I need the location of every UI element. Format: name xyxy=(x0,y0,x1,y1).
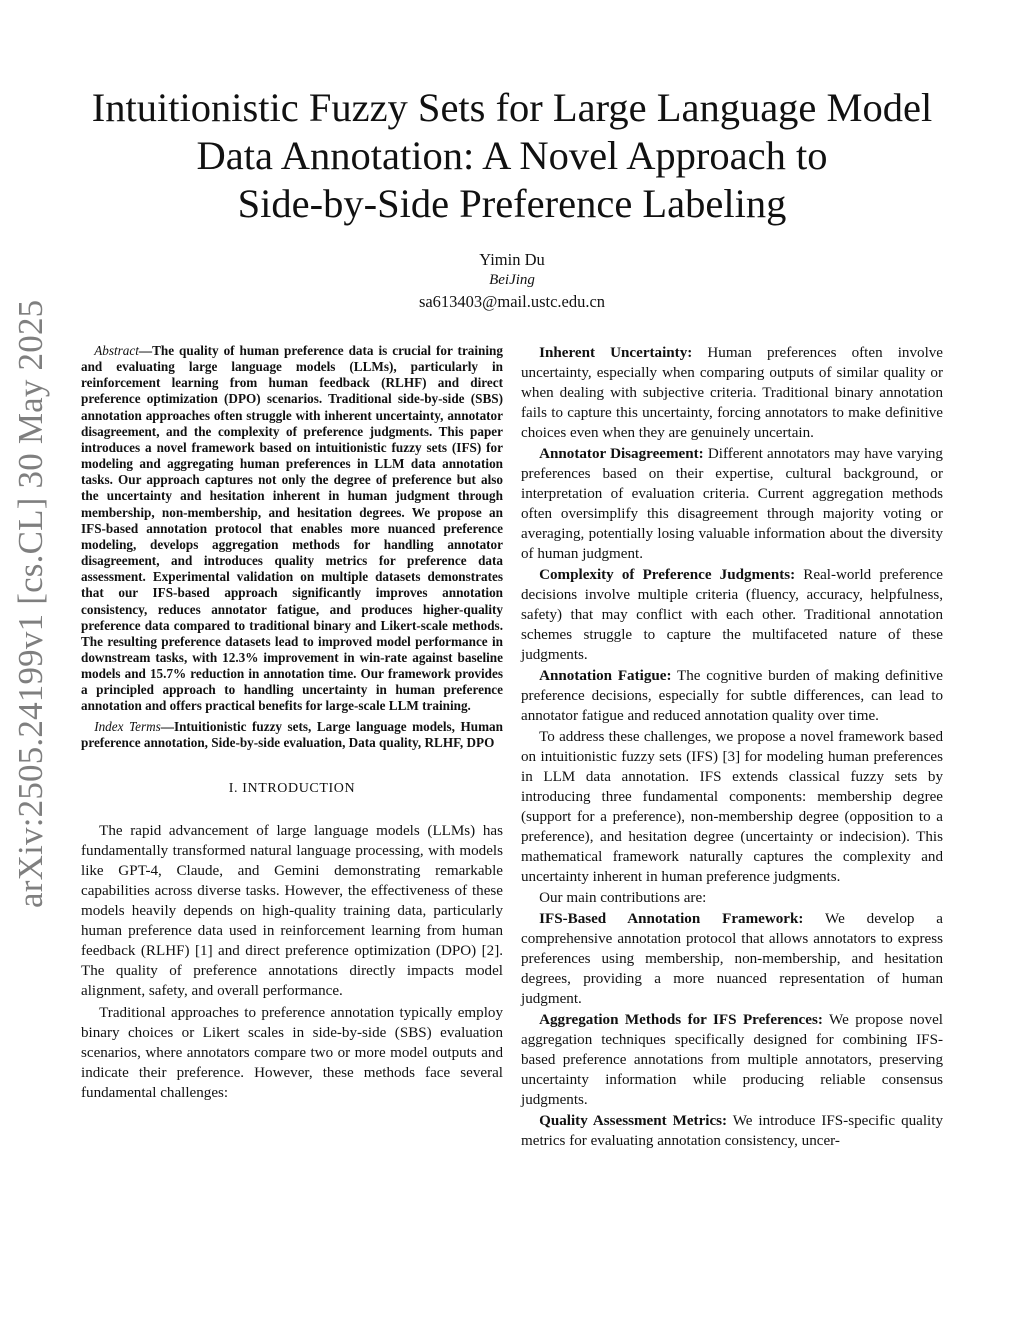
contribution-item xyxy=(521,1010,943,1110)
contribution-text: We propose novel aggregation techniques specifically designed for combining IFS-based preference annotations from multiple annotators, preserving uncertainty information while producing reliable consensus judgments. xyxy=(521,1012,943,1108)
paper-title xyxy=(60,84,964,228)
challenge-text: The cognitive burden of making definitive preference decisions, especially for subtle differences, can lead to annotator fatigue and reduced annotation quality over time. xyxy=(521,668,943,724)
contribution-label: Aggregation Methods for IFS Preferences: xyxy=(539,1012,823,1028)
index-terms-label: Index Terms xyxy=(94,718,161,734)
left-column xyxy=(81,343,503,1103)
contributions-intro: Our main contributions are: xyxy=(539,890,707,906)
challenge-item xyxy=(521,565,943,665)
contribution-text: We develop a comprehensive annotation protocol that allows annotators to express preferences using membership, non-membership, and hesitation degrees, providing a more nuanced representation of human judgment. xyxy=(521,911,944,1007)
proposal-paragraph: To address these challenges, we propose a novel framework based on intuitionistic fuzzy sets (IFS) [3] for modeling human preferences in LLM data annotation. IFS extends classical fuzzy sets by introducing three fundamental components: membership degree (support for a preference), non-membership degree (opposition to a preference), and hesitation degree (uncertainty or indecision). This mathematical framework naturally captures the complexity and uncertainty inherent in human preference judgments. xyxy=(521,729,943,885)
contribution-label: IFS-Based Annotation Framework: xyxy=(539,911,804,927)
contribution-item xyxy=(521,909,943,1009)
challenge-label: Annotator Disagreement: xyxy=(539,446,704,462)
challenge-item xyxy=(521,666,943,726)
contribution-label: Quality Assessment Metrics: xyxy=(539,1113,728,1129)
contribution-text: We introduce IFS-specific quality metrics for evaluating annotation consistency, uncer- xyxy=(521,1113,943,1149)
section-heading-introduction: I. INTRODUCTION xyxy=(228,780,356,796)
abstract: Abstract—The quality of human preference data is crucial for training and evaluating large language models (LLMs), particularly in reinforcement learning from human feedback (RLHF) and direct preference optimization (DPO) scenarios. Traditional side-by-side (SBS) annotation approaches often struggle with inherent uncertainty, annotator disagreement, and the complexity of preference judgments. This paper introduces a novel framework based on intuitionistic fuzzy sets (IFS) for modeling and aggregating human preferences in LLM data annotation tasks. Our approach captures not only the degree of preference but also the uncertainty and hesitation inherent in human judgment through membership, non-membership, and hesitation degrees. We propose an IFS-based annotation protocol that enables more nuanced preference modeling, develops aggregation methods for handling annotator disagreement, and introduces quality metrics for preference data assessment. Experimental validation on multiple datasets demonstrates that our IFS-based approach significantly improves annotation consistency, reduces annotator fatigue, and produces higher-quality preference data compared to traditional binary and Likert-scale methods. The resulting preference datasets lead to improved model performance in downstream tasks, with 12.3% improvement in win-rate against baseline models and 15.7% reduction in annotation time. Our framework provides a principled approach to handling uncertainty in human preference annotation and offers practical benefits for large-scale LLM training. xyxy=(81,343,503,714)
challenge-item xyxy=(521,343,943,443)
challenge-label: Annotation Fatigue: xyxy=(539,668,672,684)
right-column xyxy=(521,343,943,1152)
challenge-label: Inherent Uncertainty: xyxy=(539,345,693,361)
author-email: sa613403@mail.ustc.edu.cn xyxy=(418,292,606,311)
challenge-item xyxy=(521,444,943,564)
challenge-text: Different annotators may have varying preferences based on their expertise, cultural background, or interpretation of evaluation criteria. Current aggregation methods often oversimplify this disagreement through majority voting or averaging, potentially losing valuable information about the diversity of human judgment. xyxy=(521,446,943,562)
author-affiliation: BeiJing xyxy=(489,272,535,288)
challenge-text: Human preferences often involve uncertainty, especially when comparing outputs of similar quality or when dealing with subjective criteria. Traditional binary annotation fails to capture this uncertainty, forcing annotators to make definitive choices even when they are genuinely uncertain. xyxy=(521,345,944,441)
intro-paragraph: Traditional approaches to preference annotation typically employ binary choices or Likert scales in side-by-side (SBS) evaluation scenarios, where annotators compare two or more model outputs and indicate their preference. However, these methods face several fundamental challenges: xyxy=(81,1004,503,1101)
index-terms: Index Terms—Intuitionistic fuzzy sets, Large language models, Human preference annotation, Side-by-side evaluation, Data quality, RLHF, DPO xyxy=(81,718,503,750)
contribution-item xyxy=(521,1111,943,1151)
arxiv-stamp: arXiv:2505.24199v1 [cs.CL] 30 May 2025 xyxy=(11,299,50,908)
challenge-text: Real-world preference decisions involve multiple criteria (fluency, accuracy, helpfulness, safety) that may conflict with each other. Traditional annotation schemes struggle to capture the multifaceted nature of these judgments. xyxy=(521,567,944,663)
abstract-label: Abstract xyxy=(94,343,139,358)
author-name: Yimin Du xyxy=(479,250,545,269)
abstract-text: The quality of human preference data is crucial for training and evaluating large language models (LLMs), particularly in reinforcement learning from human feedback (RLHF) and direct preference optimization (DPO) scenarios. Traditional side-by-side (SBS) annotation approaches often struggle with inherent uncertainty, annotator disagreement, and the complexity of preference judgments. This paper introduces a novel framework based on intuitionistic fuzzy sets (IFS) for modeling and aggregating human preferences in LLM data annotation tasks. Our approach captures not only the degree of preference but also the uncertainty and hesitation inherent in human judgment through membership, non-membership, and hesitation degrees. We propose an IFS-based annotation protocol that enables more nuanced preference modeling, develops aggregation methods for handling annotator disagreement, and introduces quality metrics for preference data assessment. Experimental validation on multiple datasets demonstrates that our IFS-based approach significantly improves annotation consistency, reduces annotator fatigue, and produces higher-quality preference data compared to traditional binary and Likert-scale methods. The resulting preference datasets lead to improved model performance in downstream tasks, with 12.3% improvement in win-rate against baseline models and 15.7% reduction in annotation time. Our framework provides a principled approach to handling uncertainty in human preference annotation and offers practical benefits for large-scale LLM training. xyxy=(81,343,503,714)
challenge-label: Complexity of Preference Judgments: xyxy=(539,567,796,583)
title-line-3: Side-by-Side Preference Labeling xyxy=(237,181,787,226)
title-line-2: Data Annotation: A Novel Approach to xyxy=(196,133,828,178)
index-terms-text: Intuitionistic fuzzy sets, Large language models, Human preference annotation, Side-by-side evaluation, Data quality, RLHF, DPO xyxy=(81,718,503,750)
intro-paragraph: The rapid advancement of large language models (LLMs) has fundamentally transformed natural language processing, with models like GPT-4, Claude, and Gemini demonstrating remarkable capabilities across diverse tasks. However, the effectiveness of these models heavily depends on high-quality training data, particularly human preference data used in reinforcement learning from human feedback (RLHF) [1] and direct preference optimization (DPO) [2]. The quality of preference annotations directly impacts model alignment, safety, and overall performance. xyxy=(81,822,503,999)
title-line-1: Intuitionistic Fuzzy Sets for Large Language Model xyxy=(91,85,933,130)
